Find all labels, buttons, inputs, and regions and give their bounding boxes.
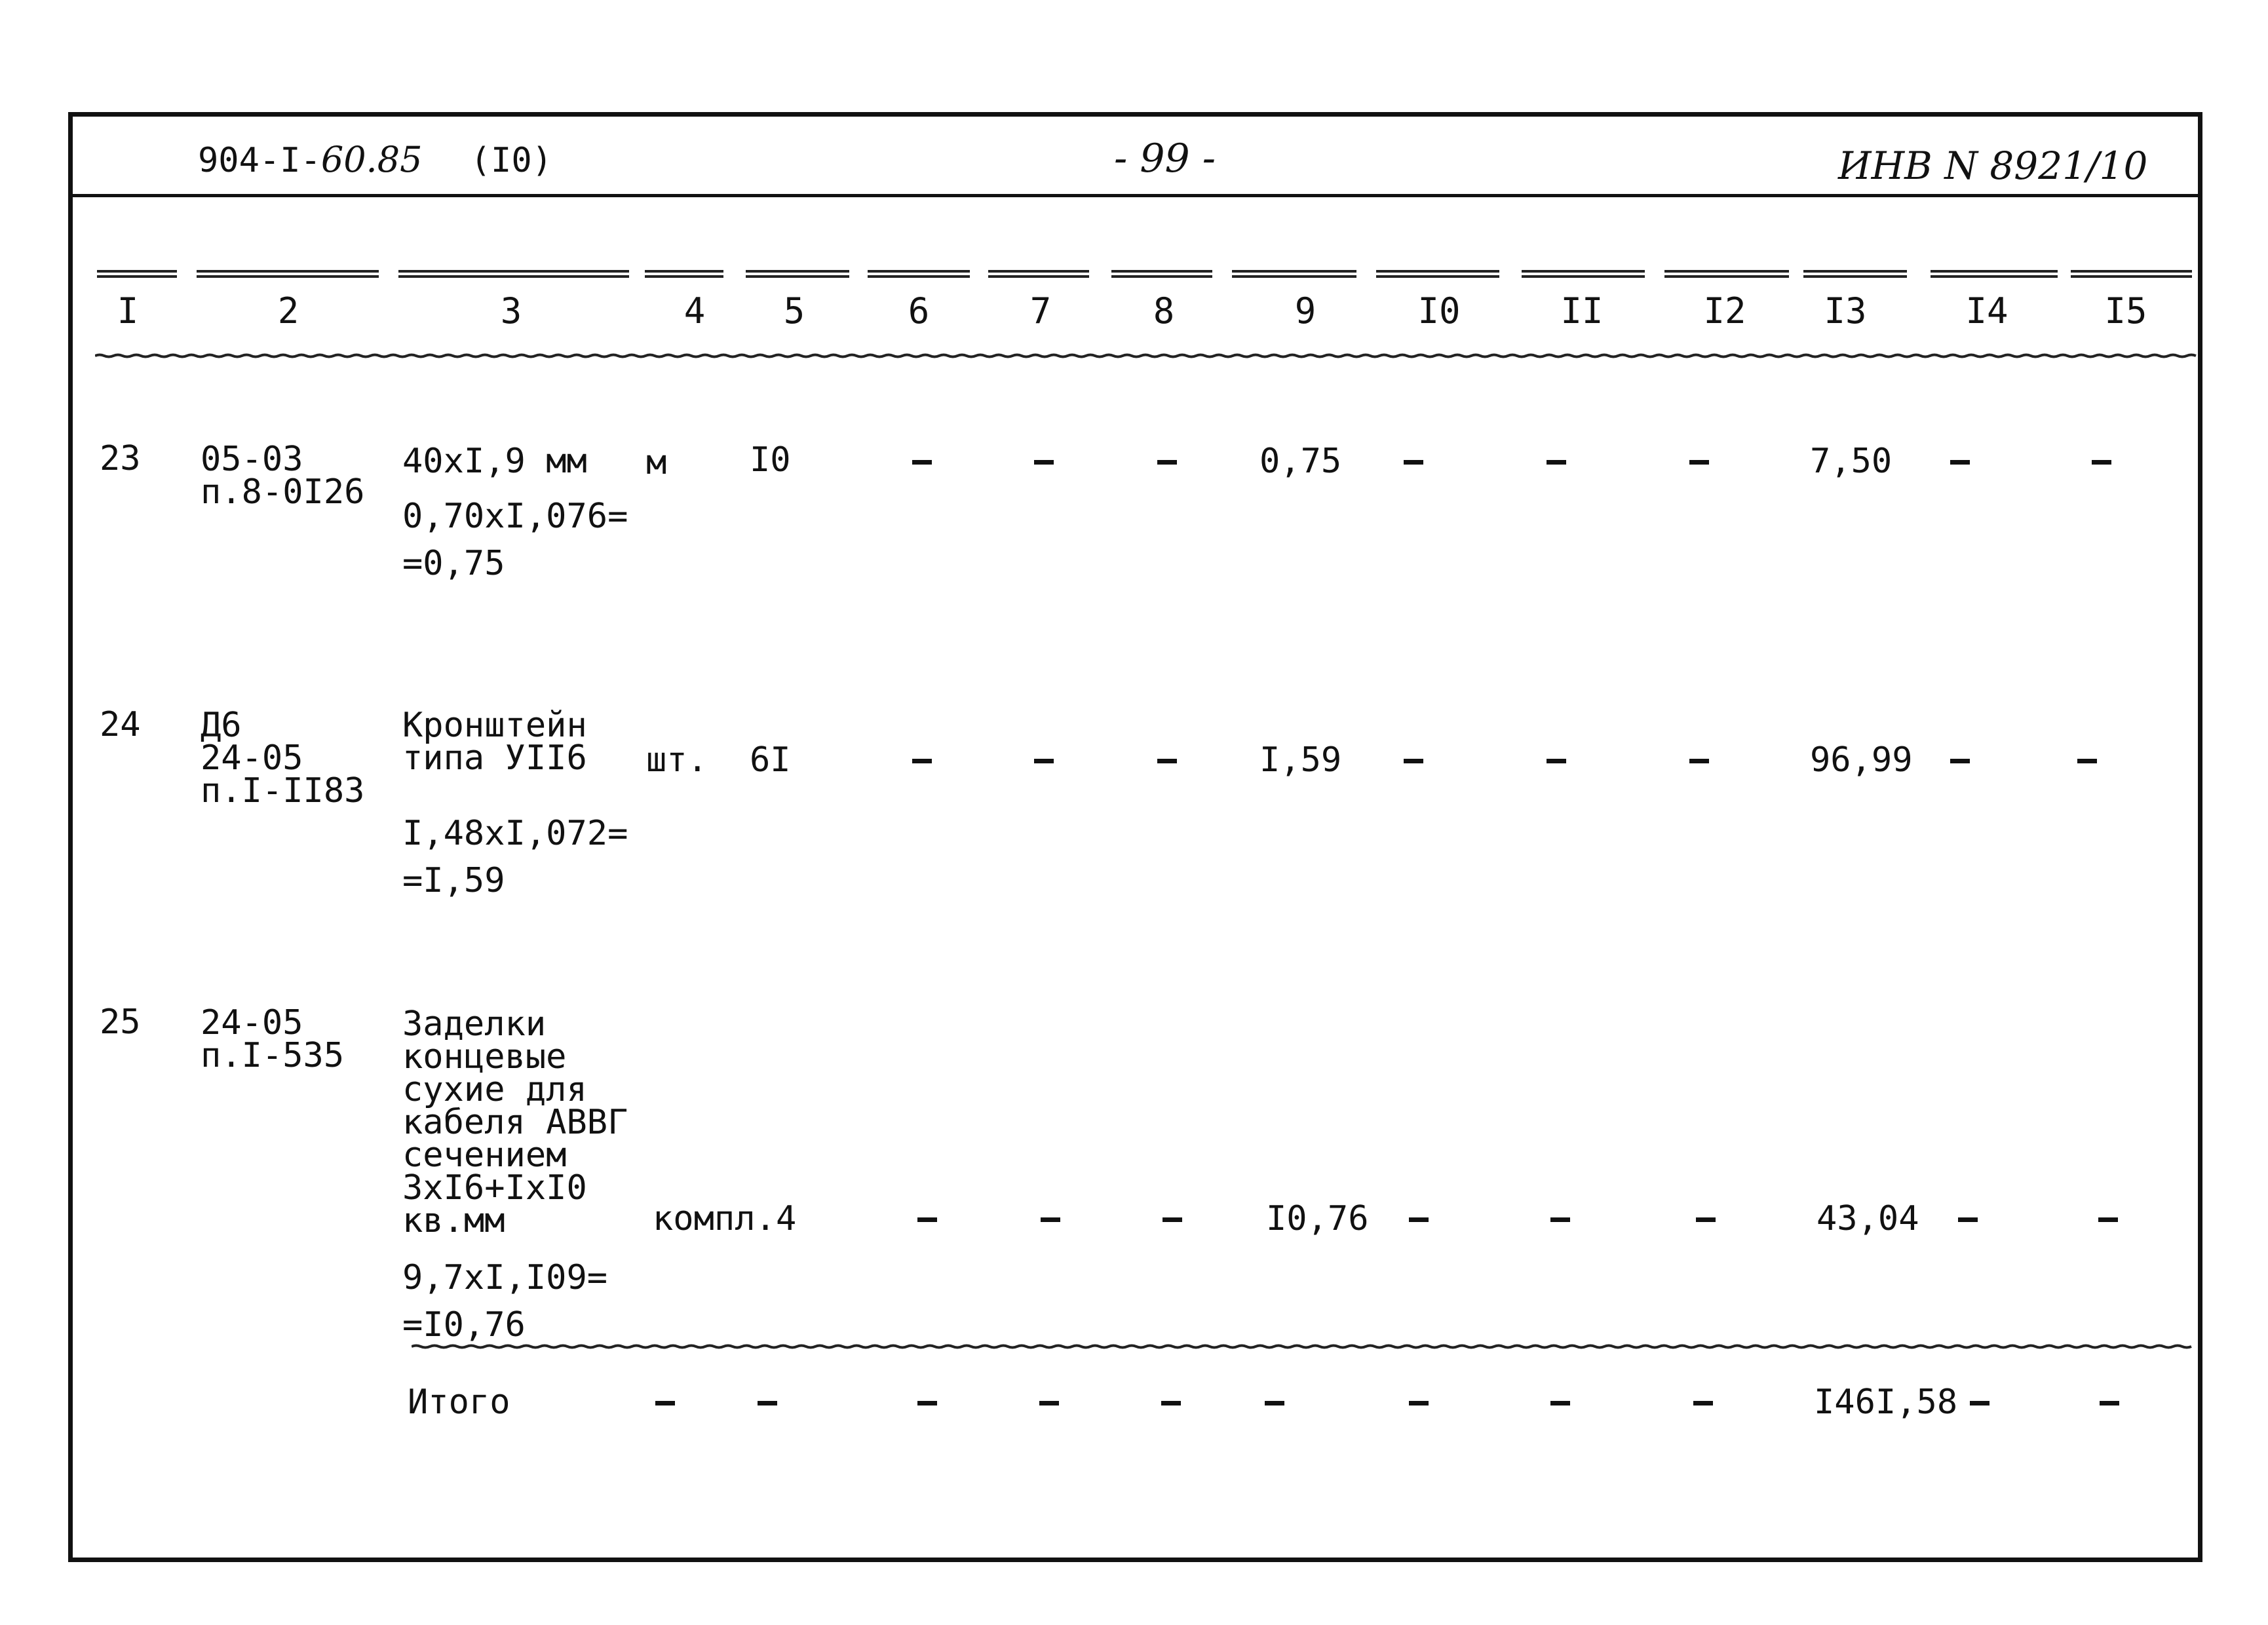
column-rule — [398, 270, 629, 278]
row-number: 24 — [100, 705, 141, 744]
column-number: 5 — [783, 290, 805, 332]
empty-cell-dash — [912, 759, 932, 763]
empty-cell-dash — [917, 1217, 937, 1222]
column-number: II — [1560, 290, 1604, 332]
column-number: I2 — [1703, 290, 1746, 332]
column-rule — [1522, 270, 1645, 278]
row-code — [201, 440, 365, 512]
empty-cell-dash — [912, 460, 932, 465]
column-rule — [197, 270, 379, 278]
row-number: 23 — [100, 439, 141, 478]
calculation-line: 0,70xI,076= — [402, 497, 628, 536]
column-number: 7 — [1029, 290, 1052, 332]
header-rule — [68, 194, 2202, 197]
empty-cell-dash — [1689, 460, 1709, 465]
empty-cell-dash — [1404, 759, 1423, 763]
row-description — [402, 1004, 628, 1240]
row-col13: 96,99 — [1810, 740, 1913, 780]
row-col9: 0,75 — [1259, 442, 1342, 481]
row-code — [201, 706, 365, 811]
column-number: 9 — [1294, 290, 1317, 332]
doc-prefix: 904-I- — [198, 141, 321, 180]
empty-cell-dash — [1958, 1217, 1978, 1222]
empty-cell-dash — [1157, 460, 1177, 465]
row-quantity: 6I — [750, 740, 791, 780]
column-rule — [1931, 270, 2058, 278]
description-line: 3xI6+IxI0 — [402, 1168, 587, 1208]
calculation-line: I,48xI,072= — [402, 814, 628, 853]
row-col9: I,59 — [1259, 740, 1342, 780]
column-number: I5 — [2104, 290, 2147, 332]
column-number: 2 — [277, 290, 299, 332]
row-quantity: I0 — [750, 440, 791, 480]
row-calculation — [402, 810, 628, 904]
calculation-line: =I0,76 — [402, 1305, 526, 1345]
empty-cell-dash — [1550, 1217, 1570, 1222]
empty-cell-dash — [1265, 1401, 1284, 1405]
row-calculation — [402, 1254, 607, 1348]
row-code — [201, 1003, 345, 1075]
row-calculation — [402, 493, 628, 587]
column-number: 8 — [1153, 290, 1175, 332]
code-line: Д6 — [201, 706, 242, 745]
column-number: 3 — [500, 290, 522, 332]
inventory-number: ИНВ N 8921/10 — [1838, 143, 2148, 188]
empty-cell-dash — [1550, 1401, 1570, 1405]
empty-cell-dash — [1163, 1217, 1182, 1222]
column-rule — [2071, 270, 2192, 278]
empty-cell-dash — [2092, 460, 2111, 465]
description-line: сухие для — [402, 1070, 587, 1109]
empty-cell-dash — [1409, 1217, 1429, 1222]
row-col13: 7,50 — [1810, 442, 1893, 481]
column-rule — [1803, 270, 1907, 278]
calculation-line: =0,75 — [402, 544, 505, 583]
column-number: I — [117, 290, 139, 332]
empty-cell-dash — [1034, 759, 1054, 763]
empty-cell-dash — [1970, 1401, 1989, 1405]
description-line: кабеля АВВГ — [402, 1103, 628, 1142]
row-number: 25 — [100, 1003, 141, 1042]
column-rule — [1232, 270, 1356, 278]
empty-cell-dash — [2098, 1217, 2118, 1222]
row-unit: шт. — [646, 740, 708, 780]
description-line: сечением — [402, 1136, 567, 1175]
row-unit: компл. — [653, 1199, 776, 1238]
empty-cell-dash — [1039, 1401, 1059, 1405]
page-number: - 99 - — [1114, 136, 1216, 182]
calculation-line: 9,7xI,I09= — [402, 1258, 608, 1297]
column-number: 6 — [908, 290, 930, 332]
column-rule — [645, 270, 723, 278]
column-rule — [97, 270, 177, 278]
empty-cell-dash — [1950, 759, 1970, 763]
total-col13: I46I,58 — [1814, 1383, 1958, 1422]
code-line: 24-05 — [201, 1003, 303, 1042]
column-number: I0 — [1417, 290, 1461, 332]
empty-cell-dash — [2100, 1401, 2119, 1405]
empty-cell-dash — [1034, 460, 1054, 465]
doc-number-handwritten: 60.85 — [320, 139, 423, 180]
code-line: 05-03 — [201, 440, 303, 479]
empty-cell-dash — [655, 1401, 675, 1405]
empty-cell-dash — [1696, 1217, 1716, 1222]
empty-cell-dash — [1161, 1401, 1181, 1405]
description-line: 40xI,9 мм — [402, 442, 587, 481]
code-line: п.8-0I26 — [201, 472, 365, 512]
description-line: Заделки — [402, 1004, 547, 1044]
empty-cell-dash — [1409, 1401, 1429, 1405]
column-rule — [988, 270, 1089, 278]
column-rule — [868, 270, 970, 278]
row-col9: I0,76 — [1266, 1199, 1369, 1238]
doc-number — [198, 139, 552, 180]
column-number: 4 — [683, 290, 706, 332]
empty-cell-dash — [1689, 759, 1709, 763]
doc-suffix: (I0) — [470, 141, 552, 180]
description-line: типа УII6 — [402, 738, 587, 778]
row-description — [402, 706, 587, 778]
empty-cell-dash — [1404, 460, 1423, 465]
column-rule — [1376, 270, 1499, 278]
column-rule — [1664, 270, 1789, 278]
empty-cell-dash — [1950, 460, 1970, 465]
empty-cell-dash — [1693, 1401, 1713, 1405]
calculation-line: =I,59 — [402, 861, 505, 900]
row-col13: 43,04 — [1816, 1199, 1919, 1238]
column-rule — [1111, 270, 1212, 278]
column-rule — [746, 270, 849, 278]
row-unit: м — [646, 443, 667, 482]
empty-cell-dash — [1547, 460, 1566, 465]
description-line: Кронштейн — [402, 706, 587, 745]
empty-cell-dash — [1547, 759, 1566, 763]
code-line: 24-05 — [201, 738, 303, 778]
total-wavy-rule — [412, 1337, 2194, 1356]
row-description — [402, 442, 587, 481]
total-label: Итого — [408, 1383, 510, 1422]
empty-cell-dash — [2077, 759, 2097, 763]
column-number: I3 — [1824, 290, 1867, 332]
empty-cell-dash — [917, 1401, 937, 1405]
description-line: концевые — [402, 1037, 567, 1077]
header-wavy-rule — [95, 346, 2199, 366]
code-line: п.I-II83 — [201, 771, 365, 811]
description-line: кв.мм — [402, 1201, 505, 1240]
empty-cell-dash — [758, 1401, 777, 1405]
code-line: п.I-535 — [201, 1036, 345, 1075]
row-quantity: 4 — [776, 1199, 797, 1238]
empty-cell-dash — [1041, 1217, 1060, 1222]
column-number: I4 — [1965, 290, 2009, 332]
empty-cell-dash — [1157, 759, 1177, 763]
